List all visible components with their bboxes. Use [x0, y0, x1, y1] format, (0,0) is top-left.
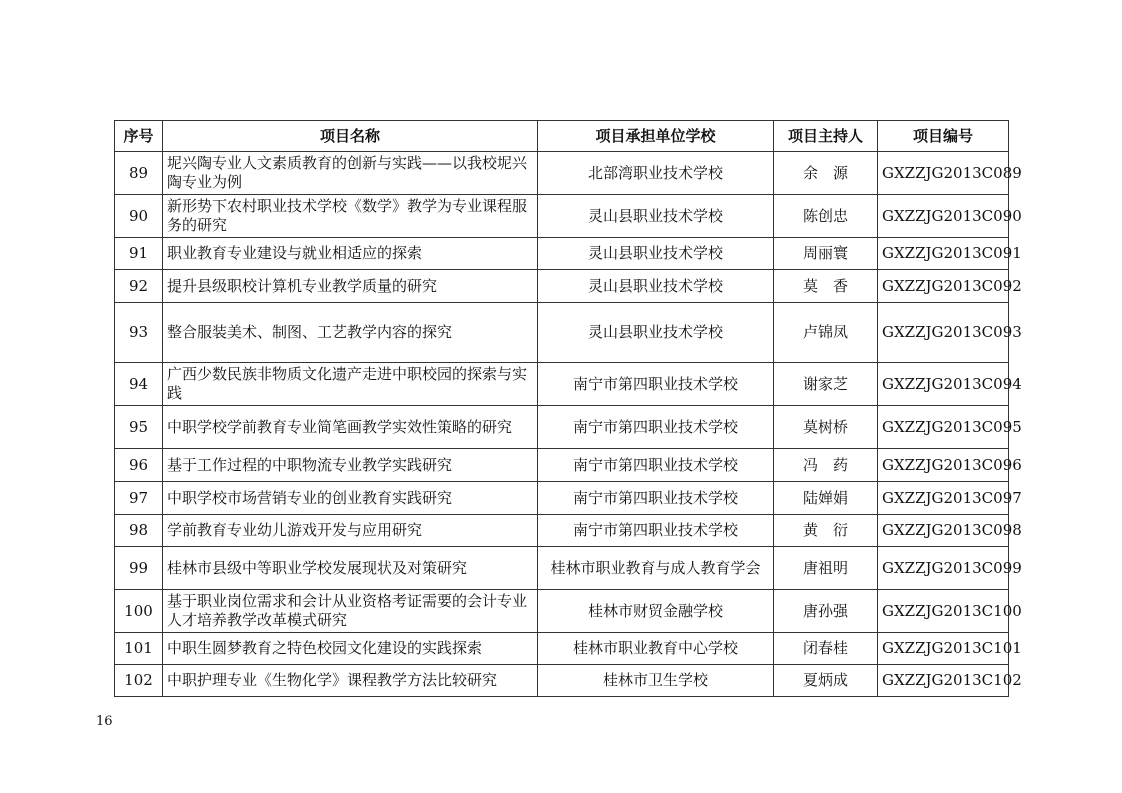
header-host: 项目主持人 [774, 121, 878, 152]
cell-name: 桂林市县级中等职业学校发展现状及对策研究 [163, 547, 538, 590]
cell-name: 坭兴陶专业人文素质教育的创新与实践——以我校坭兴陶专业为例 [163, 152, 538, 195]
cell-seq: 97 [115, 482, 163, 515]
cell-name: 整合服装美术、制图、工艺教学内容的探究 [163, 303, 538, 363]
cell-host: 余 源 [774, 152, 878, 195]
table-header-row [115, 121, 1009, 152]
cell-school: 灵山县职业技术学校 [538, 270, 774, 303]
cell-school: 南宁市第四职业技术学校 [538, 363, 774, 406]
table-row [115, 238, 1009, 270]
cell-school: 灵山县职业技术学校 [538, 195, 774, 238]
cell-code: GXZZJG2013C091 [878, 238, 1009, 270]
cell-host: 黄 衍 [774, 515, 878, 547]
table-row [115, 152, 1009, 195]
header-school: 项目承担单位学校 [538, 121, 774, 152]
cell-host: 陆婵娟 [774, 482, 878, 515]
cell-code: GXZZJG2013C090 [878, 195, 1009, 238]
cell-code: GXZZJG2013C095 [878, 406, 1009, 449]
cell-name: 中职学校学前教育专业简笔画教学实效性策略的研究 [163, 406, 538, 449]
cell-school: 桂林市卫生学校 [538, 665, 774, 697]
cell-seq: 95 [115, 406, 163, 449]
cell-code: GXZZJG2013C100 [878, 590, 1009, 633]
table-row [115, 515, 1009, 547]
cell-school: 灵山县职业技术学校 [538, 238, 774, 270]
cell-seq: 89 [115, 152, 163, 195]
cell-school: 桂林市职业教育与成人教育学会 [538, 547, 774, 590]
table-row [115, 590, 1009, 633]
cell-school: 南宁市第四职业技术学校 [538, 482, 774, 515]
cell-seq: 96 [115, 449, 163, 482]
cell-host: 唐祖明 [774, 547, 878, 590]
header-seq: 序号 [115, 121, 163, 152]
cell-seq: 102 [115, 665, 163, 697]
cell-seq: 90 [115, 195, 163, 238]
cell-seq: 93 [115, 303, 163, 363]
cell-name: 广西少数民族非物质文化遗产走进中职校园的探索与实践 [163, 363, 538, 406]
table-row [115, 665, 1009, 697]
cell-school: 灵山县职业技术学校 [538, 303, 774, 363]
cell-host: 周丽寰 [774, 238, 878, 270]
page-number: 16 [96, 714, 113, 729]
cell-code: GXZZJG2013C092 [878, 270, 1009, 303]
cell-school: 桂林市职业教育中心学校 [538, 633, 774, 665]
cell-code: GXZZJG2013C089 [878, 152, 1009, 195]
cell-name: 基于职业岗位需求和会计从业资格考证需要的会计专业人才培养教学改革模式研究 [163, 590, 538, 633]
table-row [115, 303, 1009, 363]
cell-name: 基于工作过程的中职物流专业教学实践研究 [163, 449, 538, 482]
cell-school: 南宁市第四职业技术学校 [538, 406, 774, 449]
cell-code: GXZZJG2013C097 [878, 482, 1009, 515]
cell-seq: 100 [115, 590, 163, 633]
cell-name: 中职生圆梦教育之特色校园文化建设的实践探索 [163, 633, 538, 665]
table-row [115, 195, 1009, 238]
cell-school: 南宁市第四职业技术学校 [538, 515, 774, 547]
cell-host: 夏炳成 [774, 665, 878, 697]
cell-school: 北部湾职业技术学校 [538, 152, 774, 195]
cell-host: 陈创忠 [774, 195, 878, 238]
cell-host: 唐孙强 [774, 590, 878, 633]
cell-name: 中职护理专业《生物化学》课程教学方法比较研究 [163, 665, 538, 697]
cell-host: 谢家芝 [774, 363, 878, 406]
cell-host: 莫树桥 [774, 406, 878, 449]
header-name: 项目名称 [163, 121, 538, 152]
cell-code: GXZZJG2013C094 [878, 363, 1009, 406]
cell-code: GXZZJG2013C098 [878, 515, 1009, 547]
cell-seq: 91 [115, 238, 163, 270]
table-row [115, 482, 1009, 515]
cell-seq: 94 [115, 363, 163, 406]
cell-name: 中职学校市场营销专业的创业教育实践研究 [163, 482, 538, 515]
cell-host: 莫 香 [774, 270, 878, 303]
cell-code: GXZZJG2013C101 [878, 633, 1009, 665]
header-code: 项目编号 [878, 121, 1009, 152]
table-row [115, 547, 1009, 590]
cell-name: 提升县级职校计算机专业教学质量的研究 [163, 270, 538, 303]
cell-host: 卢锦凤 [774, 303, 878, 363]
cell-code: GXZZJG2013C099 [878, 547, 1009, 590]
cell-seq: 92 [115, 270, 163, 303]
cell-code: GXZZJG2013C102 [878, 665, 1009, 697]
cell-name: 学前教育专业幼儿游戏开发与应用研究 [163, 515, 538, 547]
cell-seq: 99 [115, 547, 163, 590]
cell-seq: 98 [115, 515, 163, 547]
cell-seq: 101 [115, 633, 163, 665]
cell-host: 闭春桂 [774, 633, 878, 665]
cell-school: 南宁市第四职业技术学校 [538, 449, 774, 482]
cell-host: 冯 药 [774, 449, 878, 482]
cell-code: GXZZJG2013C093 [878, 303, 1009, 363]
table-row [115, 270, 1009, 303]
table-row [115, 406, 1009, 449]
projects-table [114, 120, 1022, 697]
cell-code: GXZZJG2013C096 [878, 449, 1009, 482]
cell-name: 新形势下农村职业技术学校《数学》教学为专业课程服务的研究 [163, 195, 538, 238]
cell-school: 桂林市财贸金融学校 [538, 590, 774, 633]
cell-name: 职业教育专业建设与就业相适应的探索 [163, 238, 538, 270]
table-row [115, 449, 1009, 482]
table-row [115, 633, 1009, 665]
table-row [115, 363, 1009, 406]
